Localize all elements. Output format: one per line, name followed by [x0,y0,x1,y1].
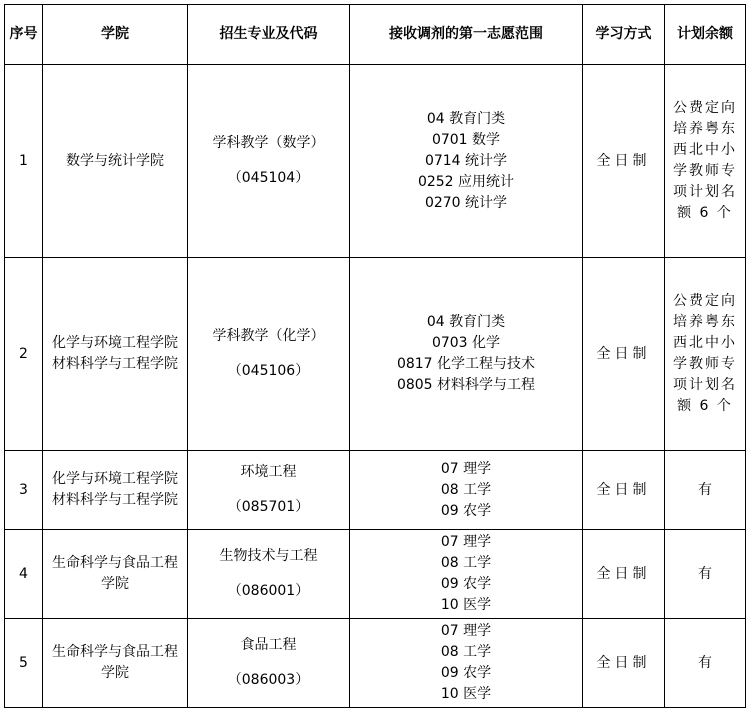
table-row [5,258,746,451]
row-quota: 有 [665,530,746,619]
range-item: 0270 统计学 [424,194,508,211]
row-seq: 4 [5,530,43,619]
row-major: 食品工程 [240,637,297,653]
row-mode: 全日制 [583,65,665,258]
header-row [5,5,746,65]
row-mode: 全日制 [583,619,665,708]
admissions-table [4,4,746,708]
range-item: 09 农学 [440,665,492,681]
row-seq: 5 [5,619,43,708]
row-major-code: （045106） [227,363,310,379]
row-major-cell [188,65,350,258]
table-row [5,65,746,258]
header-college: 学院 [43,5,188,65]
range-item: 04 教育门类 [426,314,506,330]
row-mode: 全日制 [583,530,665,619]
header-range: 接收调剂的第一志愿范围 [350,5,583,65]
row-major-code: （085701） [227,499,310,515]
row-major: 学科教学（化学） [212,328,325,344]
row-range [350,451,583,530]
range-item: 0805 材料科学与工程 [396,377,536,393]
row-major: 环境工程 [240,464,297,480]
table-row [5,451,746,530]
range-item: 07 理学 [440,460,492,477]
row-college: 数学与统计学院 [43,65,188,258]
header-seq: 序号 [5,5,43,65]
range-item: 0714 统计学 [424,152,508,169]
row-college: 化学与环境工程学院 材料科学与工程学院 [43,258,188,451]
range-item: 08 工学 [440,644,492,660]
row-range [350,619,583,708]
range-item: 07 理学 [440,623,492,639]
range-item: 09 农学 [440,576,492,592]
range-item: 09 农学 [440,502,492,519]
range-item: 04 教育门类 [426,110,506,127]
range-item: 0703 化学 [431,335,501,351]
table-row [5,530,746,619]
range-item: 10 医学 [440,686,492,702]
row-seq: 3 [5,451,43,530]
header-quota: 计划余额 [665,5,746,65]
row-quota: 有 [665,619,746,708]
table-row [5,619,746,708]
row-major: 生物技术与工程 [219,548,318,564]
range-item: 08 工学 [440,481,492,498]
range-item: 0701 数学 [431,131,501,148]
row-major: 学科教学（数学） [212,135,325,151]
row-major-cell [188,619,350,708]
row-seq: 2 [5,258,43,451]
row-major-code: （045104） [227,170,310,186]
row-college: 生命科学与食品工程学院 [43,530,188,619]
row-quota: 有 [665,451,746,530]
row-range [350,65,583,258]
range-item: 10 医学 [440,597,492,613]
row-mode: 全日制 [583,451,665,530]
header-major: 招生专业及代码 [188,5,350,65]
row-major-cell [188,258,350,451]
row-major-code: （086001） [227,583,310,599]
header-mode: 学习方式 [583,5,665,65]
row-range [350,530,583,619]
row-seq: 1 [5,65,43,258]
row-college: 化学与环境工程学院 材料科学与工程学院 [43,451,188,530]
row-quota: 公费定向培养粤东西北中小学教师专项计划名额 6 个 [665,65,746,258]
row-range [350,258,583,451]
row-major-cell [188,530,350,619]
row-college: 生命科学与食品工程学院 [43,619,188,708]
range-item: 07 理学 [440,534,492,550]
range-item: 0252 应用统计 [417,173,515,190]
row-quota: 公费定向培养粤东西北中小学教师专项计划名额 6 个 [665,258,746,451]
row-major-code: （086003） [227,672,310,688]
range-item: 0817 化学工程与技术 [396,356,536,372]
row-major-cell [188,451,350,530]
row-mode: 全日制 [583,258,665,451]
range-item: 08 工学 [440,555,492,571]
